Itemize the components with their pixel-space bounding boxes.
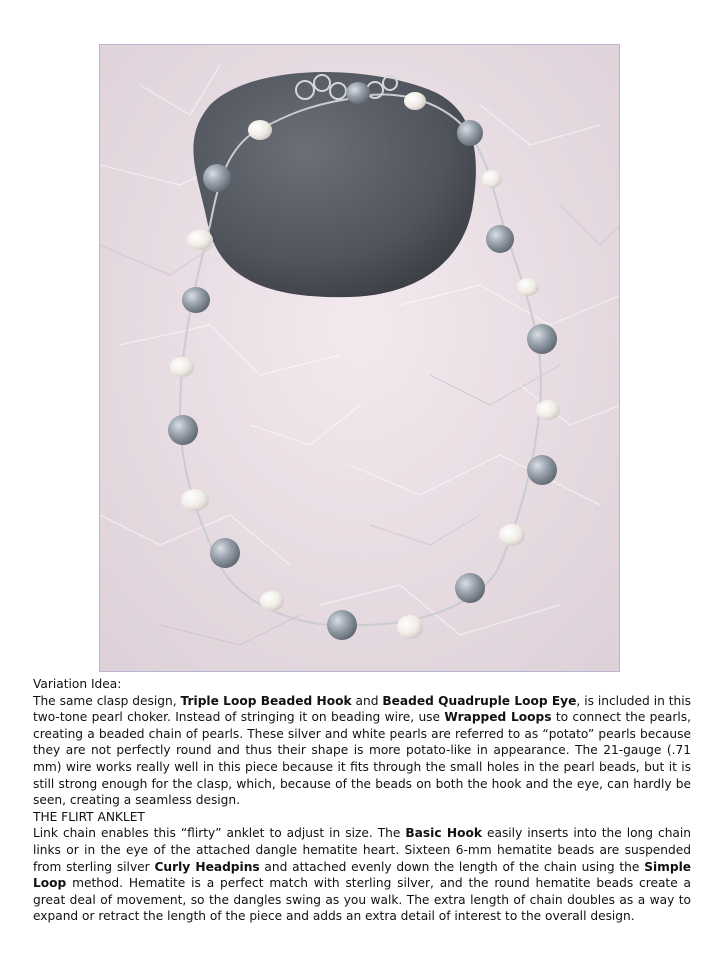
necklace-illustration — [100, 45, 620, 672]
variation-paragraph: The same clasp design, Triple Loop Beaded Hook and Beaded Quadruple Loop Eye, is included in this two-tone pearl choker. Instead of stringing it on beading wire, use Wrapped Loops to connect the pearls, creating a beaded chain of pearls. These silver and white pearls are referred to as “potato” pearls because they are not perfectly round and thus their shape is more potato-like in appearance. The 21-gauge (.71 mm) wire works really well in this piece because it fits through the small holes in the pearl beads, but it is still strong enough for the clasp, which, because of the beads on both the hook and the eye, can hardly be seen, creating a seamless design. — [33, 693, 691, 808]
term-basic-hook: Basic Hook — [405, 826, 482, 841]
term-curly-headpins: Curly Headpins — [154, 859, 260, 874]
anklet-paragraph: Link chain enables this “flirty” anklet to adjust in size. The Basic Hook easily inserts into the long chain links or in the eye of the attached dangle hematite heart. Sixteen 6-mm hematite beads are suspended from sterling silver Curly Headpins and attached evenly down the length of the chain using the Simple Loop method. Hematite is a perfect match with sterling silver, and the round hematite beads create a great deal of movement, so the dangles swing as you walk. The extra length of chain doubles as a way to expand or retract the length of the piece and adds an extra detail of interest to the overall design. — [33, 826, 692, 924]
article-text — [33, 676, 691, 925]
term-simple-loop: Simple Loop — [33, 859, 692, 891]
variation-heading: Variation Idea: — [33, 677, 122, 691]
necklace-photo — [99, 44, 620, 672]
anklet-heading: THE FLIRT ANKLET — [33, 809, 145, 824]
term-beaded-quadruple-loop-eye: Beaded Quadruple Loop Eye — [382, 693, 577, 708]
term-wrapped-loops: Wrapped Loops — [444, 710, 552, 725]
term-triple-loop-beaded-hook: Triple Loop Beaded Hook — [180, 693, 352, 708]
